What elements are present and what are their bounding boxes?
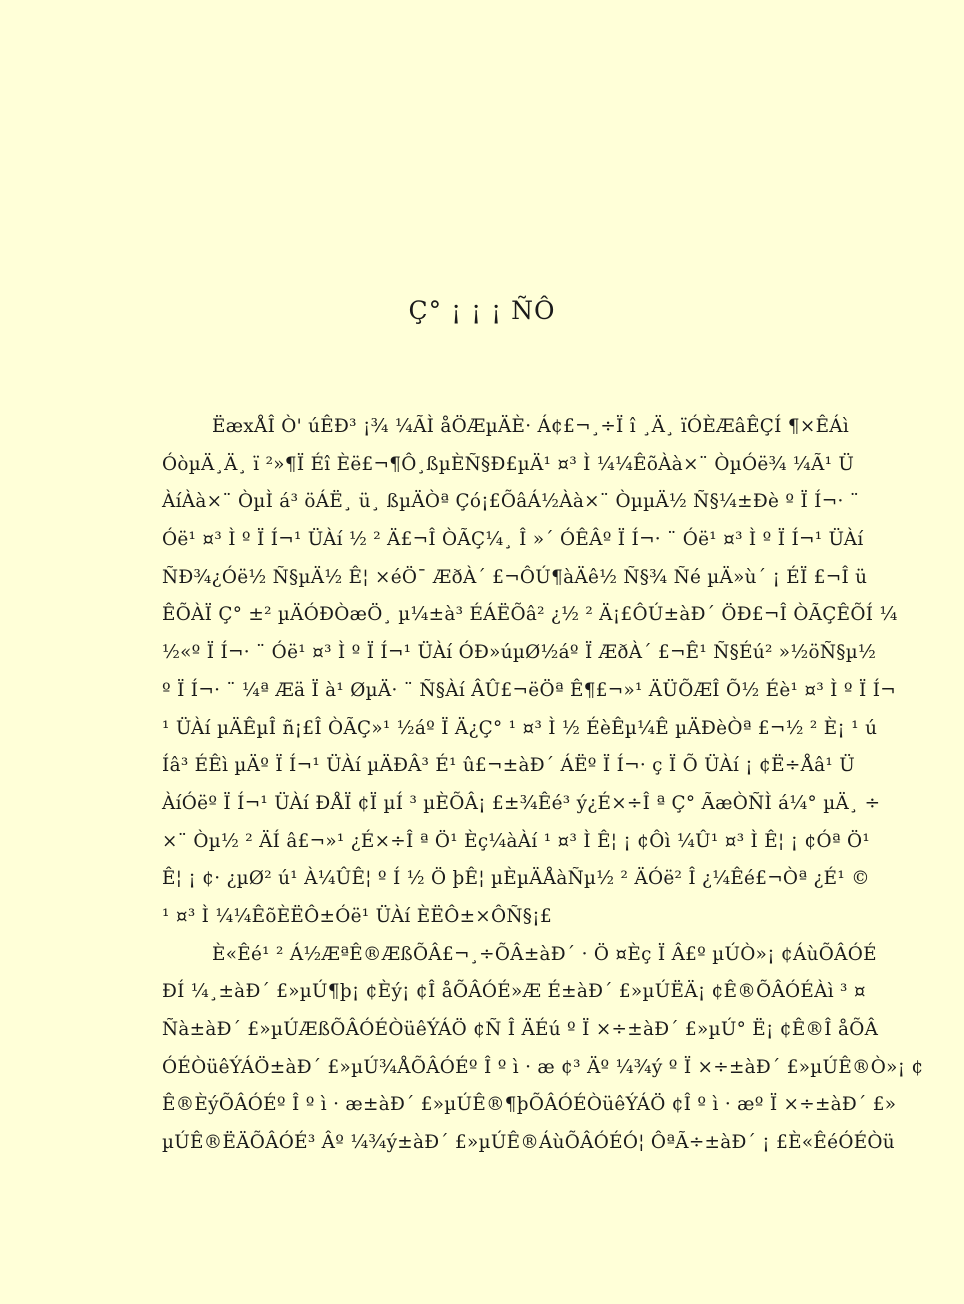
text-line: ÀíÀà×¨ ÒµÌ á³ öÁË¸ ü¸ ßµÄÒª Çó¡£ÕâÁ½Àà×¨ ÒµµÄ½ Ñ§¼±Ðè º Ï Í¬· ¨ <box>162 491 860 513</box>
text-line: ÐÍ ¼¸±àÐ´ £»µÚ¶þ¡ ¢Èý¡ ¢Î åÕÂÓÉ»Æ É±àÐ´ £»µÚËÄ¡ ¢Ê®ÕÂÓÉÀì ³ ¤ <box>162 981 866 1003</box>
text-line: Ñà±àÐ´ £»µÚÆßÕÂÓÉÒüêÝÁÖ ¢Ñ Î ÄÉú º Ï ×÷±àÐ´ £»µÚ° Ë¡ ¢Ê®Î åÕÂ <box>162 1019 879 1040</box>
text-line: ÊÕÀÏ Ç° ±² µÄÓÐÒæÖ¸ µ¼±à³ ÉÁËÕâ² ¿½ ² Ä¡£ÔÚ±àÐ´ ÖÐ£¬Î ÒÃÇÊÕÍ ¼ <box>162 604 898 626</box>
text-line: Íâ³ ÉÊì µÄº Ï Í¬¹ ÜÀí µÄÐÂ³ É¹ û£¬±àÐ´ ÁËº Ï Í¬· ç Ï Õ ÜÀí ¡ ¢Ë÷Åâ¹ Ü <box>162 755 856 777</box>
text-line: ÀíÓëº Ï Í¬¹ ÜÀí ÐÅÏ ¢Ï µÍ ³ µÈÕÂ¡ £±¾Êé³ ý¿É×÷Î ª Ç° ÃæÒÑÌ á¼° µÄ¸ ÷ <box>162 792 881 814</box>
text-line: Ê®ÈýÕÂÓÉº Î º ì · æ±àÐ´ £»µÚÊ®¶þÕÂÓÉÒüêÝÁÖ ¢Î º ì · æº Ï ×÷±àÐ´ £» <box>162 1094 897 1116</box>
text-line: Óë¹ ¤³ Ì º Ï Í¬¹ ÜÀí ½ ² Ä£¬Î ÒÃÇ¼¸ Î »´ ÓÊÂº Ï Í¬· ¨ Óë¹ ¤³ Ì º Ï Í¬¹ ÜÀí <box>162 529 864 551</box>
text-line: ÑÐ¾¿Óë½ Ñ§µÄ½ Ê¦ ×éÖ¯ ÆðÀ´ £¬ÔÚ¶àÄê½ Ñ§¾ Ñé µÄ»ù´ ¡ ÉÏ £¬Î ü <box>162 566 868 588</box>
text-line: ¹ ÜÀí µÄÊµÎ ñ¡£Î ÒÃÇ»¹ ½áº Ï Ä¿Ç° ¹ ¤³ Ì ½ ÉèÊµ¼Ê µÄÐèÒª £¬½ ² È¡ ¹ ú <box>162 717 878 739</box>
text-line: º Ï Í¬· ¨ ¼ª Æä Ï à¹ ØµÄ· ¨ Ñ§Àí ÂÛ£¬ëÖª Ê¶£¬»¹ ÄÜÕÆÎ Õ½ Éè¹ ¤³ Ì º Ï Í¬ <box>162 679 896 701</box>
text-line: ÓÉÒüêÝÁÖ±àÐ´ £»µÚ¾ÅÕÂÓÉº Î º ì · æ ¢³ Äº ¼¾ý º Ï ×÷±àÐ´ £»µÚÊ®Ò»¡ ¢ <box>162 1056 924 1078</box>
page-heading: Ç° ¡ ¡ ¡ ÑÔ <box>408 296 556 325</box>
text-line: ÓòµÄ¸Ä¸ ï ²»¶Ï Éî Èë£¬¶Ô¸ßµÈÑ§Ð£µÄ¹ ¤³ Ì ¼¼ÊõÀà×¨ ÒµÓë¾ ¼Ã¹ Ü <box>162 453 855 475</box>
text-line: È«Êé¹ ² Á½ÆªÊ®ÆßÕÂ£¬¸÷ÕÂ±àÐ´ · Ö ¤Èç Ï Â£º µÚÒ»¡ ¢ÁùÕÂÓÉ <box>212 943 877 965</box>
text-line: ×¨ Òµ½ ² ÄÍ â£¬»¹ ¿É×÷Î ª Ö¹ Èç¼àÀí ¹ ¤³ Ì Ê¦ ¡ ¢Ôì ¼Û¹ ¤³ Ì Ê¦ ¡ ¢Óª Ö¹ <box>162 830 871 852</box>
text-line: Ê¦ ¡ ¢· ¿µØ² ú¹ À¼ÛÊ¦ º Í ½ Ö þÊ¦ µÈµÄÅàÑµ½ ² ÄÓë² Î ¿¼Êé£¬Òª ¿É¹ © <box>162 868 870 890</box>
text-line: ½«º Ï Í¬· ¨ Óë¹ ¤³ Ì º Ï Í¬¹ ÜÀí ÓÐ»úµØ½áº Ï ÆðÀ´ £¬Ê¹ Ñ§Éú² »½öÑ§µ½ <box>162 642 877 664</box>
text-line: µÚÊ®ËÄÕÂÓÉ³ Âº ¼¾ý±àÐ´ £»µÚÊ®ÁùÕÂÓÉÓ¦ ÔªÃ÷±àÐ´ ¡ £È«ÊéÓÉÒü <box>162 1132 895 1154</box>
text-line: ¹ ¤³ Ì ¼¼ÊõÈËÔ±Óë¹ ÜÀí ÈËÔ±×ÔÑ§¡£ <box>162 905 552 927</box>
text-line: ËæxÅÎ Ò' úÊÐ³ ¡¾ ¼ÃÌ åÖÆµÄÈ· Á¢£¬¸÷Ï î ¸Ä¸ ïÓÈÆâÊÇÍ ¶×ÊÁì <box>212 416 850 437</box>
body-text <box>162 408 924 1162</box>
